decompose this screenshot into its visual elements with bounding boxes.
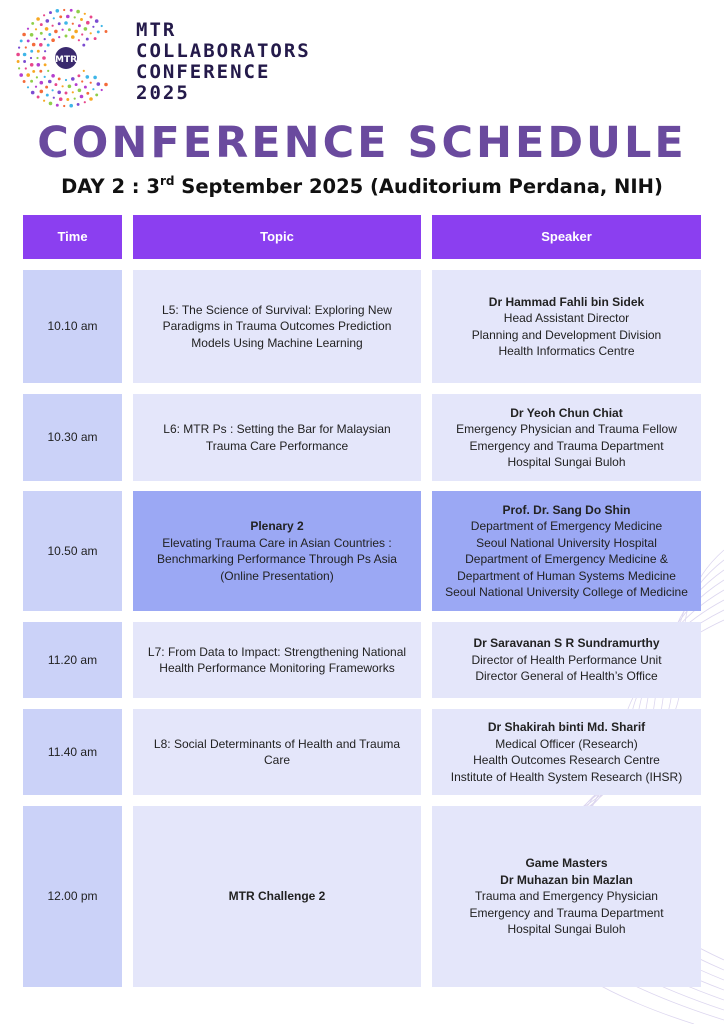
speaker-line: Emergency Physician and Trauma Fellow — [456, 422, 677, 436]
logo-dot — [58, 22, 61, 25]
speaker-line: Planning and Development Division — [471, 327, 662, 342]
logo-dot — [45, 27, 49, 31]
logo-dot — [56, 104, 59, 107]
logo-dot — [74, 16, 76, 18]
header-speaker: Speaker — [432, 215, 701, 259]
speaker-name: Dr Yeoh Chun Chiat — [510, 405, 623, 420]
logo-dot — [80, 95, 84, 99]
speaker-line: Department of Human Systems Medicine — [457, 568, 676, 583]
logo-dot — [71, 35, 75, 39]
logo-dot — [69, 104, 73, 108]
logo-dot — [84, 27, 88, 31]
logo-dot — [78, 89, 82, 93]
logo-dot — [43, 100, 45, 102]
subtitle-suffix: September 2025 (Auditorium Perdana, NIH) — [174, 175, 663, 198]
logo-dot — [27, 86, 29, 88]
logo-dot — [47, 70, 49, 72]
logo-dot — [68, 85, 72, 89]
logo-dot — [32, 70, 35, 73]
logo-dot — [92, 26, 94, 28]
logo-dot — [18, 67, 20, 69]
row-topic — [133, 806, 421, 987]
logo-dot — [72, 23, 74, 25]
logo-dot — [86, 21, 90, 25]
speaker-line: Health Outcomes Research Centre — [473, 753, 660, 767]
topic-line: Health Performance Monitoring Frameworks — [159, 661, 395, 675]
logo-dot — [86, 92, 89, 95]
speaker-line: Institute of Health System Research (IHSR) — [450, 769, 683, 784]
logo-dot — [30, 57, 32, 59]
logo-dot — [89, 97, 93, 101]
logo-dot — [30, 33, 34, 37]
logo-dot — [81, 33, 83, 35]
topic-line: L6: MTR Ps : Setting the Bar for Malaysian — [163, 422, 391, 436]
logo-dot — [77, 74, 80, 77]
logo-dot — [19, 73, 23, 77]
logo-dot — [57, 91, 61, 95]
topic-title: MTR Challenge 2 — [228, 889, 326, 904]
logo-dot — [37, 50, 40, 53]
page-subtitle — [0, 174, 724, 198]
logo-dot — [53, 97, 55, 99]
speaker-name: Dr Muhazan bin Mazlan — [500, 872, 633, 887]
row-topic — [133, 394, 421, 481]
logo-dot — [44, 63, 47, 66]
logo-dot — [64, 21, 68, 25]
logo-dot — [68, 28, 71, 31]
row-topic — [133, 622, 421, 698]
topic-line: L7: From Data to Impact: Strengthening National — [147, 644, 407, 659]
header-topic: Topic — [133, 215, 421, 259]
page-title: CONFERENCE SCHEDULE — [37, 118, 687, 168]
logo-dot — [36, 38, 38, 40]
logo-dot — [36, 17, 40, 21]
logo-dot — [48, 33, 51, 36]
speaker-line: Director of Health Performance Unit — [471, 652, 662, 667]
logo-dot — [93, 76, 97, 80]
logo-dot — [25, 67, 27, 69]
speaker-name: Prof. Dr. Sang Do Shin — [502, 502, 631, 517]
speaker-line: Hospital Sungai Buloh — [507, 455, 626, 469]
mtr-logo — [14, 6, 114, 110]
logo-dot — [20, 39, 23, 42]
logo-dot — [86, 38, 89, 41]
logo-dot — [75, 83, 78, 86]
logo-dot — [72, 91, 74, 93]
logo-dot — [16, 53, 20, 57]
logo-dot — [65, 35, 68, 38]
speaker-line: Trauma and Emergency Physician — [475, 889, 658, 904]
logo-dot — [51, 74, 55, 78]
logo-dot — [27, 28, 29, 30]
logo-dot — [26, 73, 30, 77]
logo-dot — [44, 50, 46, 52]
logo-dot — [63, 105, 65, 107]
logo-dot — [101, 89, 103, 91]
logo-dot — [74, 98, 76, 100]
logo-dot — [35, 28, 37, 30]
logo-dot — [52, 89, 54, 91]
logo-dot — [95, 93, 98, 96]
logo-dot — [84, 86, 87, 89]
logo-dot — [46, 19, 50, 23]
logo-dot — [83, 70, 85, 72]
logo-dot — [23, 53, 27, 57]
row-time: 11.40 am — [23, 709, 122, 795]
logo-dot — [22, 33, 26, 37]
logo-dot — [74, 30, 78, 34]
speaker-line: Seoul National University College of Medicine — [445, 585, 688, 599]
row-speaker — [432, 394, 701, 481]
logo-dot — [94, 37, 97, 40]
logo-dot — [66, 15, 70, 19]
topic-line: Care — [263, 753, 290, 767]
logo-dot — [58, 36, 60, 38]
topic-line: Benchmarking Performance Through Ps Asia — [157, 552, 397, 566]
logo-dot — [47, 44, 50, 47]
speaker-line: Emergency and Trauma Department — [469, 905, 664, 920]
logo-dot — [40, 81, 44, 85]
speaker-line: Emergency and Trauma Department — [469, 438, 664, 453]
speaker-line: Department of Emergency Medicine & — [465, 552, 668, 566]
logo-dot — [62, 85, 64, 87]
logo-dot — [62, 29, 64, 31]
speaker-name: Dr Shakirah binti Md. Sharif — [487, 720, 646, 734]
logo-dot — [95, 19, 99, 23]
logo-dot — [81, 80, 83, 82]
logo-dot — [78, 24, 81, 27]
logo-dot — [30, 50, 33, 53]
logo-dot — [104, 83, 108, 87]
logo-dot — [59, 97, 63, 101]
logo-dot — [46, 94, 49, 97]
logo-dot — [80, 18, 83, 21]
row-time: 10.50 am — [23, 491, 122, 611]
brand-line: CONFERENCE — [136, 61, 271, 83]
logo-dot — [58, 77, 61, 80]
logo-dot — [27, 39, 30, 42]
logo-dot — [59, 15, 62, 18]
topic-line: Elevating Trauma Care in Asian Countries : — [162, 535, 392, 550]
speaker-line: Seoul National University Hospital — [476, 535, 657, 550]
logo-dot — [37, 63, 41, 67]
logo-dot — [90, 32, 92, 34]
logo-dot — [65, 79, 67, 81]
row-speaker — [432, 806, 701, 987]
logo-dot — [90, 16, 93, 19]
speaker-name: Dr Saravanan S R Sundramurthy — [473, 636, 660, 651]
topic-line: Paradigms in Trauma Outcomes Prediction — [162, 319, 392, 334]
subtitle-prefix: DAY 2 : 3 — [61, 175, 160, 198]
logo-dot — [40, 23, 43, 26]
logo-dot — [84, 13, 86, 15]
logo-dot — [36, 76, 38, 78]
logo-dot — [97, 30, 100, 33]
logo-dot — [23, 60, 26, 63]
brand-line: MTR — [136, 19, 177, 41]
logo-dot — [30, 63, 34, 67]
logo-dot — [31, 91, 35, 95]
logo-dot — [32, 43, 36, 47]
logo-dot — [54, 83, 57, 86]
logo-dot — [43, 14, 45, 16]
logo-dot — [45, 86, 48, 89]
logo-dot — [54, 30, 58, 34]
logo-dot — [42, 56, 46, 60]
topic-line: L5: The Science of Survival: Exploring New — [162, 302, 392, 317]
logo-dot — [52, 25, 54, 27]
logo-dot — [71, 77, 75, 81]
logo-dot — [76, 10, 80, 14]
topic-line: Models Using Machine Learning — [191, 335, 363, 350]
logo-dot — [36, 57, 38, 59]
speaker-line: Department of Emergency Medicine — [470, 519, 663, 533]
brand-title — [136, 20, 311, 104]
logo-dot — [101, 25, 103, 27]
speaker-name: Dr Hammad Fahli bin Sidek — [488, 294, 645, 309]
logo-dot — [51, 38, 55, 42]
logo-text: MTR — [54, 55, 78, 65]
logo-dot — [35, 86, 37, 88]
logo-dot — [31, 22, 34, 25]
logo-dot — [48, 80, 52, 84]
logo-dot — [18, 47, 20, 49]
row-topic — [133, 709, 421, 795]
logo-dot — [66, 98, 69, 101]
logo-dot — [65, 92, 68, 95]
logo-dot — [82, 44, 85, 47]
speaker-line: Director General of Health’s Office — [475, 669, 658, 684]
row-time: 10.30 am — [23, 394, 122, 481]
row-topic — [133, 491, 421, 611]
logo-dot — [90, 82, 92, 84]
logo-dot — [44, 76, 46, 78]
row-topic — [133, 270, 421, 383]
logo-dot — [39, 43, 43, 47]
logo-dot — [77, 103, 80, 106]
topic-line: Trauma Care Performance — [205, 438, 349, 453]
logo-dot — [44, 38, 46, 40]
logo-dot — [92, 88, 94, 90]
logo-dot — [84, 101, 86, 103]
speaker-line: Medical Officer (Research) — [495, 736, 638, 751]
logo-dot — [49, 11, 52, 14]
logo-dot — [56, 9, 60, 13]
logo-dot — [63, 9, 65, 11]
logo-dot — [25, 46, 27, 48]
row-speaker — [432, 709, 701, 795]
subtitle-ordinal: rd — [159, 174, 175, 188]
speaker-line: Head Assistant Director — [503, 311, 630, 325]
topic-line: (Online Presentation) — [220, 568, 334, 583]
logo-dot — [86, 75, 90, 79]
logo-dot — [40, 32, 43, 35]
row-time: 10.10 am — [23, 270, 122, 383]
logo-dot — [40, 90, 44, 94]
speaker-line: Health Informatics Centre — [498, 344, 635, 358]
logo-dot — [105, 30, 108, 33]
logo-dot — [17, 60, 20, 63]
speaker-line: Hospital Sungai Buloh — [507, 922, 626, 937]
row-speaker — [432, 270, 701, 383]
row-time: 11.20 am — [23, 622, 122, 698]
logo-dot — [78, 39, 80, 41]
row-speaker — [432, 491, 701, 611]
header-time: Time — [23, 215, 122, 259]
row-speaker — [432, 622, 701, 698]
row-time: 12.00 pm — [23, 806, 122, 987]
topic-line: L8: Social Determinants of Health and Trauma — [153, 736, 401, 751]
logo-dot — [30, 80, 33, 83]
topic-title: Plenary 2 — [250, 519, 304, 533]
logo-dot — [53, 17, 55, 19]
logo-dot — [23, 80, 26, 83]
logo-dot — [39, 70, 42, 73]
brand-line: COLLABORATORS — [136, 40, 311, 62]
logo-dot — [70, 9, 73, 12]
speaker-title: Game Masters — [525, 856, 608, 871]
logo-dot — [97, 82, 101, 86]
logo-dot — [37, 96, 40, 99]
logo-dot — [49, 102, 53, 106]
brand-line: 2025 — [136, 82, 190, 104]
